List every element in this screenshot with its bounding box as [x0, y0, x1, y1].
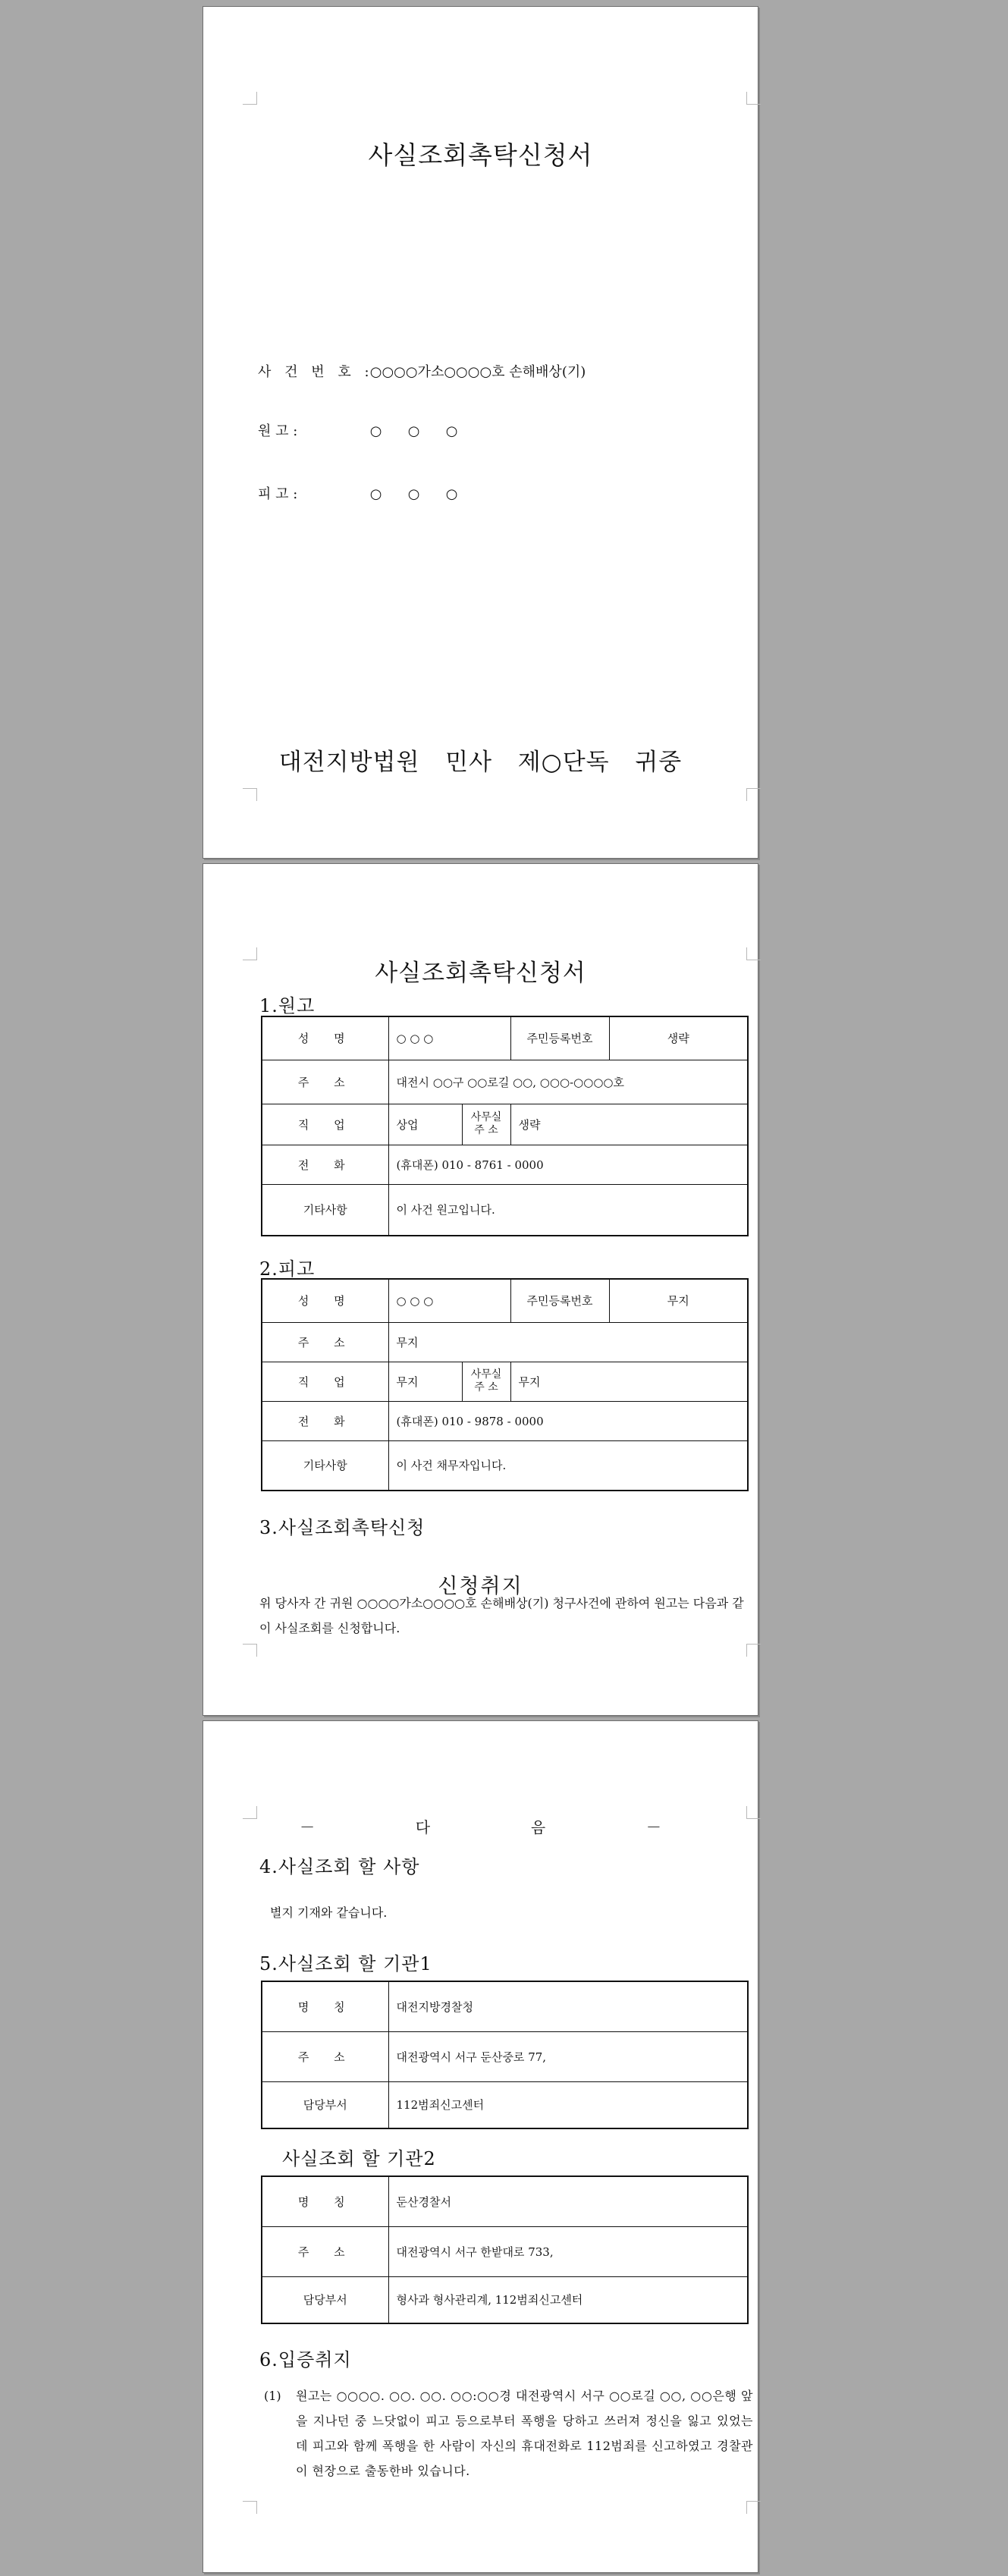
table-row — [262, 2226, 748, 2276]
address-value: 무지 — [388, 1322, 748, 1362]
table-row — [262, 1322, 748, 1362]
case-number-value: ○○○○가소○○○○호 손해배상(기) — [369, 364, 586, 380]
case-number-label: 사 건 번 호 : — [258, 364, 374, 380]
office-address-label — [462, 1104, 510, 1145]
purpose-text: 위 당사자 간 귀원 ○○○○가소○○○○호 손해배상(기) 청구사건에 관하여 원고는 다음과 같이 사실조회를 신청합니다. — [259, 1596, 744, 1635]
agency-dept-label: 담당부서 — [262, 2276, 388, 2323]
agency-address-value: 대전광역시 서구 한밭대로 733, — [388, 2226, 748, 2276]
crop-mark — [243, 92, 257, 105]
court-name: 대전지방법원 민사 제○단독 귀중 — [278, 749, 683, 776]
rrn-label: 주민등록번호 — [510, 1016, 609, 1060]
agency-address-label: 주 소 — [262, 2031, 388, 2081]
table-row — [262, 1145, 748, 1184]
plaintiff-row — [258, 420, 458, 440]
inquiry-heading: 4.사실조회 할 사항 — [259, 1856, 420, 1877]
case-number-row — [258, 361, 586, 381]
office-label-line1: 사무실 — [470, 1111, 502, 1123]
phone-label: 전 화 — [262, 1145, 388, 1184]
defendant-row — [258, 483, 458, 503]
plaintiff-table — [261, 1016, 749, 1236]
other-value: 이 사건 채무자입니다. — [388, 1440, 748, 1491]
agency-dept-value: 112범죄신고센터 — [388, 2081, 748, 2128]
crop-mark — [243, 1644, 257, 1657]
rrn-value: 무지 — [609, 1279, 748, 1322]
office-address-value: 생략 — [510, 1104, 748, 1145]
document-title: 사실조회촉탁신청서 — [368, 140, 593, 170]
evidence-text: 원고는 ○○○○. ○○. ○○. ○○:○○경 대전광역시 서구 ○○로길 ○○, ○○은행 앞을 지나던 중 느닷없이 피고 등으로부터 폭행을 당하고 쓰러져 정신을 잃고 있었는데 피고와 함께 폭행을 한 사람이 자신의 휴대전화로 112범죄를 신고하였고 경찰관이 현장으로 출동한바 있습니다. — [296, 2389, 753, 2478]
defendant-label: 피 고 : — [258, 486, 298, 502]
other-label: 기타사항 — [262, 1184, 388, 1236]
agency1-table — [261, 1981, 749, 2129]
table-row — [262, 1060, 748, 1104]
agency-dept-value: 형사과 형사관리계, 112범죄신고센터 — [388, 2276, 748, 2323]
phone-value: (휴대폰) 010 - 9878 - 0000 — [388, 1401, 748, 1440]
crop-mark — [746, 2501, 761, 2514]
agency1-heading: 5.사실조회 할 기관1 — [259, 1953, 432, 1974]
rrn-value: 생략 — [609, 1016, 748, 1060]
office-label-line1: 사무실 — [470, 1368, 502, 1381]
agency-name-label: 명 칭 — [262, 2176, 388, 2226]
crop-mark — [243, 788, 257, 801]
address-label: 주 소 — [262, 1060, 388, 1104]
job-value: 상업 — [388, 1104, 462, 1145]
defendant-value: ○ ○ ○ — [369, 486, 458, 502]
table-row — [262, 2081, 748, 2128]
job-label: 직 업 — [262, 1104, 388, 1145]
cover-page — [203, 6, 758, 859]
office-address-value: 무지 — [510, 1362, 748, 1401]
phone-value: (휴대폰) 010 - 8761 - 0000 — [388, 1145, 748, 1184]
job-value: 무지 — [388, 1362, 462, 1401]
name-value: ○ ○ ○ — [388, 1279, 510, 1322]
defendant-table — [261, 1278, 749, 1491]
next-heading: － 다 음 － — [300, 1818, 661, 1836]
table-row — [262, 2276, 748, 2323]
evidence-number: (1) — [264, 2389, 281, 2403]
application-page — [203, 863, 758, 1716]
table-row — [262, 2031, 748, 2081]
table-row — [262, 1981, 748, 2031]
crop-mark — [746, 1644, 761, 1657]
crop-mark — [746, 92, 761, 105]
other-value: 이 사건 원고입니다. — [388, 1184, 748, 1236]
name-label: 성 명 — [262, 1279, 388, 1322]
address-label: 주 소 — [262, 1322, 388, 1362]
office-label-line2: 주 소 — [474, 1124, 498, 1136]
agency-dept-label: 담당부서 — [262, 2081, 388, 2128]
agency-name-value: 대전지방경찰청 — [388, 1981, 748, 2031]
table-row — [262, 1184, 748, 1236]
agency-name-label: 명 칭 — [262, 1981, 388, 2031]
evidence-item — [264, 2383, 753, 2483]
address-value: 대전시 ○○구 ○○로길 ○○, ○○○-○○○○호 — [388, 1060, 748, 1104]
table-row — [262, 1016, 748, 1060]
table-row — [262, 2176, 748, 2226]
rrn-label: 주민등록번호 — [510, 1279, 609, 1322]
agency2-heading: 사실조회 할 기관2 — [282, 2148, 436, 2169]
table-row — [262, 1401, 748, 1440]
agency2-table — [261, 2175, 749, 2324]
table-row — [262, 1440, 748, 1491]
phone-label: 전 화 — [262, 1401, 388, 1440]
name-value: ○ ○ ○ — [388, 1016, 510, 1060]
table-row — [262, 1104, 748, 1145]
agency-address-label: 주 소 — [262, 2226, 388, 2276]
crop-mark — [746, 788, 761, 801]
table-row — [262, 1362, 748, 1401]
request-heading: 3.사실조회촉탁신청 — [259, 1517, 425, 1538]
crop-mark — [243, 2501, 257, 2514]
annex-page — [203, 1720, 758, 2573]
name-label: 성 명 — [262, 1016, 388, 1060]
inquiry-text: 별지 기재와 같습니다. — [270, 1905, 388, 1920]
plaintiff-heading: 1.원고 — [259, 995, 316, 1016]
plaintiff-value: ○ ○ ○ — [369, 423, 458, 439]
document-title: 사실조회촉탁신청서 — [375, 960, 586, 987]
defendant-heading: 2.피고 — [259, 1258, 316, 1280]
office-address-label — [462, 1362, 510, 1401]
agency-address-value: 대전광역시 서구 둔산중로 77, — [388, 2031, 748, 2081]
office-label-line2: 주 소 — [474, 1381, 498, 1393]
job-label: 직 업 — [262, 1362, 388, 1401]
evidence-heading: 6.입증취지 — [259, 2349, 352, 2370]
table-row — [262, 1279, 748, 1322]
purpose-heading: 신청취지 — [438, 1575, 523, 1598]
agency-name-value: 둔산경찰서 — [388, 2176, 748, 2226]
other-label: 기타사항 — [262, 1440, 388, 1491]
plaintiff-label: 원 고 : — [258, 423, 298, 439]
